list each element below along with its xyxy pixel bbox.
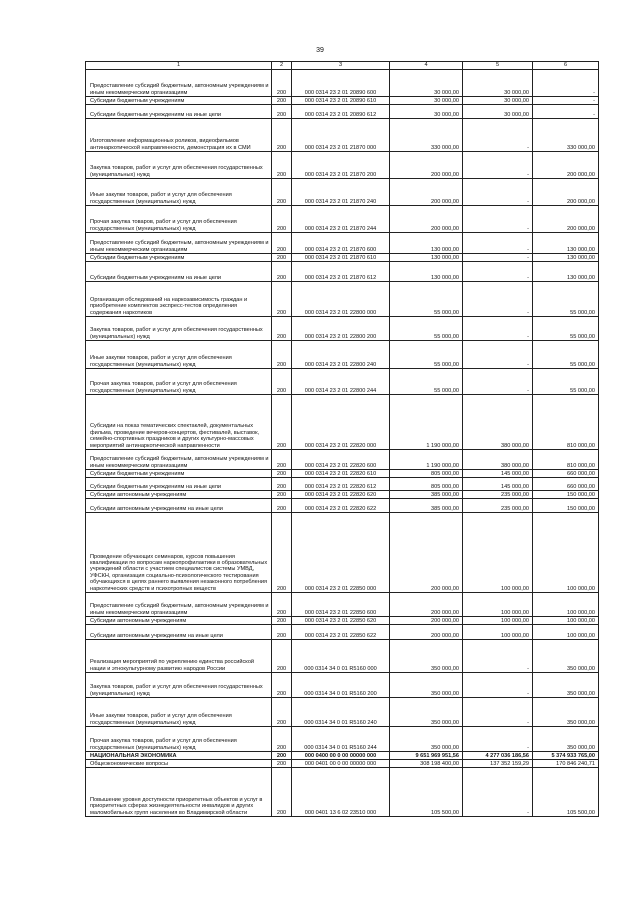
row-value-total: 200 000,00 xyxy=(390,206,463,233)
table-row xyxy=(86,491,599,499)
row-value-federal: - xyxy=(463,233,533,254)
row-admin-code: 200 xyxy=(272,640,292,673)
row-value-total: 130 000,00 xyxy=(390,254,463,262)
row-value-total: 55 000,00 xyxy=(390,369,463,395)
row-value-total: 1 190 000,00 xyxy=(390,395,463,450)
row-value-federal: - xyxy=(463,119,533,152)
row-value-total: 308 198 400,00 xyxy=(390,760,463,768)
row-value-regional: 660 000,00 xyxy=(533,478,599,491)
row-value-total: 200 000,00 xyxy=(390,617,463,625)
row-name: Закупка товаров, работ и услуг для обеспечения государственных (муниципальных) нужд xyxy=(86,152,272,179)
row-name: Субсидии бюджетным учреждениям на иные цели xyxy=(86,262,272,282)
table-row xyxy=(86,752,599,760)
row-value-total: 30 000,00 xyxy=(390,97,463,105)
row-budget-code: 000 0314 23 2 01 21870 612 xyxy=(292,262,390,282)
row-name: Предоставление субсидий бюджетным, автономным учреждениям и иным некоммерческим организациям xyxy=(86,450,272,470)
row-value-regional: 130 000,00 xyxy=(533,254,599,262)
row-value-total: 385 000,00 xyxy=(390,499,463,513)
row-value-federal: 235 000,00 xyxy=(463,491,533,499)
table-row xyxy=(86,179,599,206)
row-budget-code: 000 0314 23 2 01 22850 622 xyxy=(292,625,390,640)
row-name: Закупка товаров, работ и услуг для обеспечения государственных (муниципальных) нужд xyxy=(86,673,272,698)
row-value-total: 350 000,00 xyxy=(390,673,463,698)
row-value-total: 350 000,00 xyxy=(390,727,463,752)
row-name: НАЦИОНАЛЬНАЯ ЭКОНОМИКА xyxy=(86,752,272,760)
row-admin-code: 200 xyxy=(272,760,292,768)
row-admin-code: 200 xyxy=(272,768,292,817)
row-budget-code: 000 0314 23 2 01 22800 240 xyxy=(292,341,390,369)
row-admin-code: 200 xyxy=(272,119,292,152)
row-name: Проведение обучающих семинаров, курсов повышения квалификации по вопросам наркопрофилактики в образовательных учреждений области с участием специалистов системы УМВД, УФСКН, организация социально-психологического тестирования обучающихся в целях раннего выявления незаконного потребления наркотических средств и психотропных веществ xyxy=(86,513,272,593)
row-admin-code: 200 xyxy=(272,179,292,206)
table-row xyxy=(86,206,599,233)
row-budget-code: 000 0314 23 2 01 21870 600 xyxy=(292,233,390,254)
row-value-federal: - xyxy=(463,341,533,369)
row-admin-code: 200 xyxy=(272,617,292,625)
row-value-total: 385 000,00 xyxy=(390,491,463,499)
row-value-federal: - xyxy=(463,640,533,673)
row-name: Прочая закупка товаров, работ и услуг для обеспечения государственных (муниципальных) нужд xyxy=(86,369,272,395)
row-admin-code: 200 xyxy=(272,152,292,179)
row-value-total: 9 651 969 951,56 xyxy=(390,752,463,760)
row-value-federal: 145 000,00 xyxy=(463,478,533,491)
table-row xyxy=(86,395,599,450)
column-header: 6 xyxy=(533,62,599,70)
row-budget-code: 000 0401 13 6 02 23510 000 xyxy=(292,768,390,817)
row-budget-code: 000 0314 23 2 01 21870 240 xyxy=(292,179,390,206)
table-row xyxy=(86,233,599,254)
table-row xyxy=(86,70,599,97)
row-name: Реализация мероприятий по укреплению единства российской нации и этнокультурному развитию народов России xyxy=(86,640,272,673)
table-row xyxy=(86,499,599,513)
row-name: Организация обследований на наркозависимость граждан и приобретение комплектов экспресс-тестов определения содержания наркотиков xyxy=(86,282,272,317)
table-row xyxy=(86,768,599,817)
row-budget-code: 000 0314 23 2 01 22800 000 xyxy=(292,282,390,317)
row-value-regional: 200 000,00 xyxy=(533,179,599,206)
row-budget-code: 000 0314 23 2 01 21870 610 xyxy=(292,254,390,262)
row-value-regional: 100 000,00 xyxy=(533,593,599,617)
row-value-total: 805 000,00 xyxy=(390,470,463,478)
row-name: Субсидии бюджетным учреждениям xyxy=(86,97,272,105)
row-name: Прочая закупка товаров, работ и услуг для обеспечения государственных (муниципальных) нужд xyxy=(86,206,272,233)
table-row xyxy=(86,478,599,491)
row-name: Субсидии автономным учреждениям xyxy=(86,491,272,499)
row-budget-code: 000 0314 23 2 01 22820 620 xyxy=(292,491,390,499)
row-value-regional: 150 000,00 xyxy=(533,491,599,499)
row-value-regional: - xyxy=(533,105,599,119)
row-value-federal: 380 000,00 xyxy=(463,395,533,450)
row-value-regional: 200 000,00 xyxy=(533,206,599,233)
page-number: 39 xyxy=(316,47,324,54)
row-value-total: 130 000,00 xyxy=(390,233,463,254)
row-budget-code: 000 0314 23 2 01 21870 200 xyxy=(292,152,390,179)
column-header: 1 xyxy=(86,62,272,70)
row-value-total: 350 000,00 xyxy=(390,698,463,727)
row-value-total: 30 000,00 xyxy=(390,105,463,119)
row-value-regional: 350 000,00 xyxy=(533,640,599,673)
row-admin-code: 200 xyxy=(272,625,292,640)
table-row xyxy=(86,470,599,478)
row-value-regional: 660 000,00 xyxy=(533,470,599,478)
row-value-total: 1 190 000,00 xyxy=(390,450,463,470)
column-header: 3 xyxy=(292,62,390,70)
table-body xyxy=(86,70,599,817)
row-name: Иные закупки товаров, работ и услуг для обеспечения государственных (муниципальных) нужд xyxy=(86,698,272,727)
table-row xyxy=(86,341,599,369)
row-admin-code: 200 xyxy=(272,317,292,341)
row-value-regional: 350 000,00 xyxy=(533,698,599,727)
row-name: Иные закупки товаров, работ и услуг для обеспечения государственных (муниципальных) нужд xyxy=(86,179,272,206)
row-budget-code: 000 0314 34 0 01 R5160 244 xyxy=(292,727,390,752)
row-budget-code: 000 0314 23 2 01 20890 610 xyxy=(292,97,390,105)
row-admin-code: 200 xyxy=(272,341,292,369)
row-value-regional: 810 000,00 xyxy=(533,450,599,470)
table-row xyxy=(86,105,599,119)
row-value-regional: 150 000,00 xyxy=(533,499,599,513)
row-value-regional: 810 000,00 xyxy=(533,395,599,450)
row-name: Изготовление информационных роликов, видеофильмов антинаркотической направленности, демонстрация их в СМИ xyxy=(86,119,272,152)
table-row xyxy=(86,673,599,698)
table-row xyxy=(86,369,599,395)
row-value-regional: - xyxy=(533,70,599,97)
row-budget-code: 000 0314 23 2 01 21870 000 xyxy=(292,119,390,152)
row-admin-code: 200 xyxy=(272,450,292,470)
row-admin-code: 200 xyxy=(272,478,292,491)
row-value-total: 30 000,00 xyxy=(390,70,463,97)
table-row xyxy=(86,760,599,768)
row-value-federal: - xyxy=(463,698,533,727)
row-value-regional: 55 000,00 xyxy=(533,282,599,317)
row-value-total: 55 000,00 xyxy=(390,341,463,369)
row-name: Субсидии бюджетным учреждениям на иные цели xyxy=(86,478,272,491)
row-admin-code: 200 xyxy=(272,698,292,727)
row-value-federal: - xyxy=(463,254,533,262)
row-admin-code: 200 xyxy=(272,513,292,593)
row-value-total: 200 000,00 xyxy=(390,625,463,640)
row-value-federal: - xyxy=(463,727,533,752)
row-budget-code: 000 0314 34 0 01 R5160 000 xyxy=(292,640,390,673)
table-row xyxy=(86,97,599,105)
row-value-federal: 100 000,00 xyxy=(463,593,533,617)
row-admin-code: 200 xyxy=(272,395,292,450)
row-value-federal: 137 352 159,29 xyxy=(463,760,533,768)
row-value-total: 330 000,00 xyxy=(390,119,463,152)
row-value-total: 200 000,00 xyxy=(390,593,463,617)
row-budget-code: 000 0400 00 0 00 00000 000 xyxy=(292,752,390,760)
row-value-regional: 350 000,00 xyxy=(533,727,599,752)
row-value-federal: 145 000,00 xyxy=(463,470,533,478)
column-header: 5 xyxy=(463,62,533,70)
row-admin-code: 200 xyxy=(272,70,292,97)
table-row xyxy=(86,254,599,262)
row-name: Предоставление субсидий бюджетным, автономным учреждениям и иным некоммерческим организациям xyxy=(86,593,272,617)
row-value-federal: - xyxy=(463,317,533,341)
row-value-federal: 100 000,00 xyxy=(463,513,533,593)
row-value-regional: 5 374 933 765,00 xyxy=(533,752,599,760)
row-value-federal: - xyxy=(463,152,533,179)
budget-table xyxy=(85,61,599,817)
row-value-federal: - xyxy=(463,206,533,233)
row-value-regional: 330 000,00 xyxy=(533,119,599,152)
row-value-regional: 130 000,00 xyxy=(533,262,599,282)
row-value-total: 200 000,00 xyxy=(390,152,463,179)
row-name: Субсидии бюджетным учреждениям xyxy=(86,254,272,262)
row-budget-code: 000 0314 23 2 01 22820 000 xyxy=(292,395,390,450)
row-name: Общеэкономические вопросы xyxy=(86,760,272,768)
column-header: 4 xyxy=(390,62,463,70)
row-value-regional: 55 000,00 xyxy=(533,369,599,395)
row-name: Субсидии автономным учреждениям на иные цели xyxy=(86,499,272,513)
row-value-federal: - xyxy=(463,179,533,206)
row-budget-code: 000 0314 23 2 01 22820 610 xyxy=(292,470,390,478)
row-value-total: 55 000,00 xyxy=(390,317,463,341)
row-value-regional: 130 000,00 xyxy=(533,233,599,254)
row-value-federal: - xyxy=(463,262,533,282)
table-row xyxy=(86,450,599,470)
row-value-regional: 170 846 240,71 xyxy=(533,760,599,768)
row-name: Предоставление субсидий бюджетным, автономным учреждениям и иным некоммерческим организациям xyxy=(86,233,272,254)
row-value-federal: - xyxy=(463,282,533,317)
row-value-federal: 100 000,00 xyxy=(463,617,533,625)
row-admin-code: 200 xyxy=(272,97,292,105)
row-budget-code: 000 0314 23 2 01 20890 612 xyxy=(292,105,390,119)
table-row xyxy=(86,698,599,727)
row-value-total: 200 000,00 xyxy=(390,179,463,206)
row-budget-code: 000 0314 34 0 01 R5160 240 xyxy=(292,698,390,727)
row-value-federal: 235 000,00 xyxy=(463,499,533,513)
row-admin-code: 200 xyxy=(272,105,292,119)
table-row xyxy=(86,593,599,617)
row-name: Предоставление субсидий бюджетным, автономным учреждениям и иным некоммерческим организациям xyxy=(86,70,272,97)
row-value-regional: 100 000,00 xyxy=(533,617,599,625)
row-value-regional: 200 000,00 xyxy=(533,152,599,179)
row-admin-code: 200 xyxy=(272,673,292,698)
row-value-federal: 100 000,00 xyxy=(463,625,533,640)
row-value-regional: 350 000,00 xyxy=(533,673,599,698)
row-name: Субсидии на показ тематических спектаклей, документальных фильма, проведение вечеров-концертов, фестивалей, выставок, семейно-спортивных праздников и других культурно-массовых мероприятий антинаркотической направленности xyxy=(86,395,272,450)
row-name: Повышение уровня доступности приоритетных объектов и услуг в приоритетных сферах жизнедеятельности инвалидов и других маломобильных групп населения во Владимирской области xyxy=(86,768,272,817)
row-value-total: 105 500,00 xyxy=(390,768,463,817)
table-row xyxy=(86,513,599,593)
row-value-regional: 105 500,00 xyxy=(533,768,599,817)
row-budget-code: 000 0314 23 2 01 22850 000 xyxy=(292,513,390,593)
row-budget-code: 000 0314 23 2 01 22820 600 xyxy=(292,450,390,470)
row-name: Прочая закупка товаров, работ и услуг для обеспечения государственных (муниципальных) нужд xyxy=(86,727,272,752)
row-value-federal: 380 000,00 xyxy=(463,450,533,470)
row-admin-code: 200 xyxy=(272,262,292,282)
row-budget-code: 000 0314 23 2 01 22800 200 xyxy=(292,317,390,341)
column-header: 2 xyxy=(272,62,292,70)
row-value-federal: 30 000,00 xyxy=(463,70,533,97)
row-admin-code: 200 xyxy=(272,727,292,752)
row-admin-code: 200 xyxy=(272,593,292,617)
row-value-total: 350 000,00 xyxy=(390,640,463,673)
row-name: Закупка товаров, работ и услуг для обеспечения государственных (муниципальных) нужд xyxy=(86,317,272,341)
table-row xyxy=(86,727,599,752)
row-name: Субсидии бюджетным учреждениям на иные цели xyxy=(86,105,272,119)
row-budget-code: 000 0314 23 2 01 22800 244 xyxy=(292,369,390,395)
table-row xyxy=(86,152,599,179)
row-budget-code: 000 0314 23 2 01 22820 622 xyxy=(292,499,390,513)
row-name: Субсидии автономным учреждениям на иные цели xyxy=(86,625,272,640)
table-row xyxy=(86,119,599,152)
row-name: Иные закупки товаров, работ и услуг для обеспечения государственных (муниципальных) нужд xyxy=(86,341,272,369)
row-budget-code: 000 0314 23 2 01 20890 600 xyxy=(292,70,390,97)
row-value-federal: 4 277 036 186,56 xyxy=(463,752,533,760)
row-admin-code: 200 xyxy=(272,233,292,254)
row-value-federal: 30 000,00 xyxy=(463,97,533,105)
row-budget-code: 000 0314 23 2 01 22820 612 xyxy=(292,478,390,491)
row-value-regional: 55 000,00 xyxy=(533,341,599,369)
row-name: Субсидии бюджетным учреждениям xyxy=(86,470,272,478)
row-value-federal: 30 000,00 xyxy=(463,105,533,119)
row-value-regional: 55 000,00 xyxy=(533,317,599,341)
row-budget-code: 000 0314 23 2 01 22850 600 xyxy=(292,593,390,617)
table-row xyxy=(86,282,599,317)
row-admin-code: 200 xyxy=(272,499,292,513)
row-value-regional: - xyxy=(533,97,599,105)
row-admin-code: 200 xyxy=(272,369,292,395)
row-admin-code: 200 xyxy=(272,282,292,317)
row-value-regional: 100 000,00 xyxy=(533,513,599,593)
row-budget-code: 000 0314 34 0 01 R5160 200 xyxy=(292,673,390,698)
row-admin-code: 200 xyxy=(272,470,292,478)
row-budget-code: 000 0314 23 2 01 22850 620 xyxy=(292,617,390,625)
table-row xyxy=(86,617,599,625)
row-name: Субсидии автономным учреждениям xyxy=(86,617,272,625)
table-header-row xyxy=(86,62,599,70)
table-row xyxy=(86,262,599,282)
row-value-federal: - xyxy=(463,768,533,817)
row-admin-code: 200 xyxy=(272,752,292,760)
row-value-federal: - xyxy=(463,369,533,395)
row-budget-code: 000 0314 23 2 01 21870 244 xyxy=(292,206,390,233)
row-admin-code: 200 xyxy=(272,254,292,262)
row-value-total: 130 000,00 xyxy=(390,262,463,282)
table-row xyxy=(86,625,599,640)
row-admin-code: 200 xyxy=(272,491,292,499)
table-row xyxy=(86,640,599,673)
row-budget-code: 000 0401 00 0 00 00000 000 xyxy=(292,760,390,768)
row-admin-code: 200 xyxy=(272,206,292,233)
row-value-total: 55 000,00 xyxy=(390,282,463,317)
row-value-total: 805 000,00 xyxy=(390,478,463,491)
row-value-regional: 100 000,00 xyxy=(533,625,599,640)
table-row xyxy=(86,317,599,341)
row-value-total: 200 000,00 xyxy=(390,513,463,593)
row-value-federal: - xyxy=(463,673,533,698)
